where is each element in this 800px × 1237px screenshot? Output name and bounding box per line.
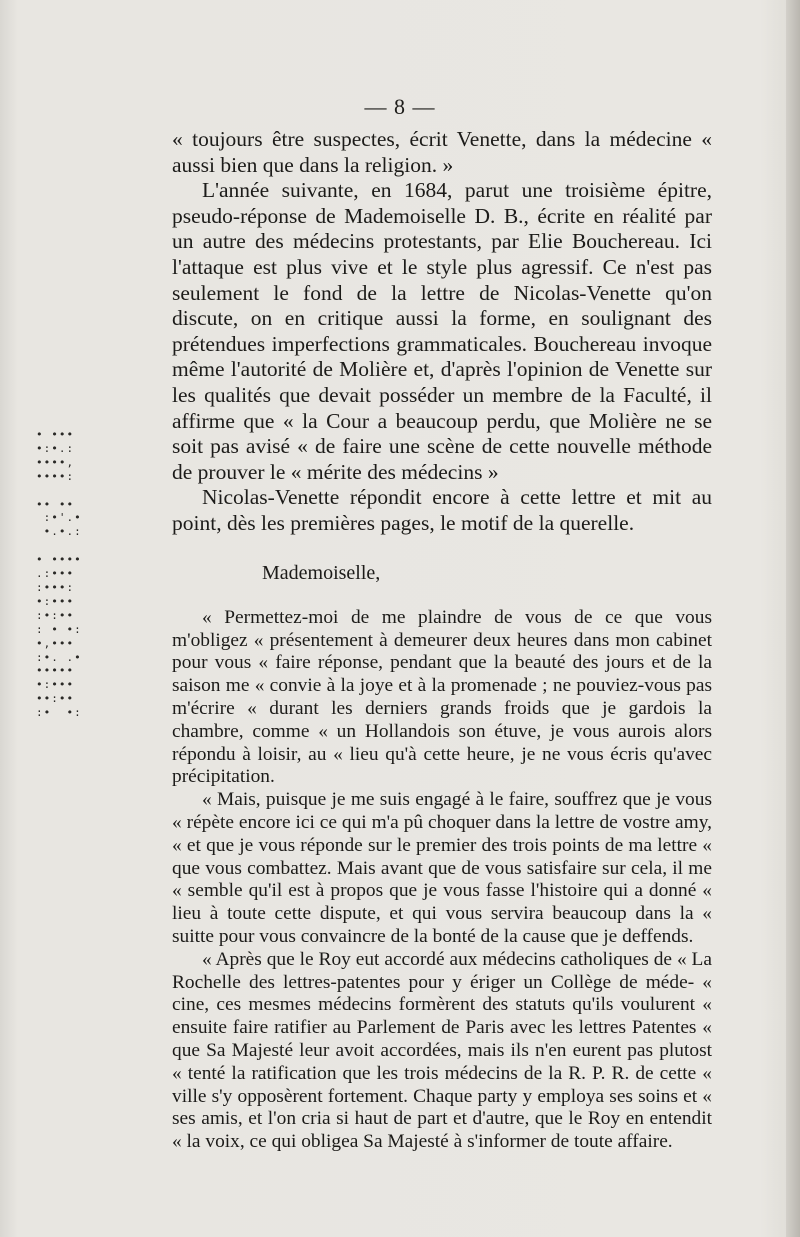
quoted-letter (172, 562, 712, 1154)
paragraph-venette-reply: Nicolas-Venette répondit encore à cette lettre et mit au point, dès les premières pages, le motif de la querelle. (172, 485, 712, 535)
letter-paragraph: « Après que le Roy eut accordé aux médecins catholiques de « La Rochelle des lettres-patentes pour y ériger un Collège de méde- « cine, ces mesmes médecins formèrent des statuts qu'ils voulurent « ensuite faire ratifier au Parlement de Paris avec les lettres Patentes « que Sa Majesté leur avoit accordées, mais ils n'en eurent pas plutost « tenté la ratification que les trois médecins de la R. P. R. de cette « ville s'y opposèrent fortement. Chaque party y employa ses soins et « ses amis, et l'on cria si haut de part et d'autre, que le Roy en entendit « la voix, ce qui obligea Sa Majesté à s'informer de toute affaire. (172, 948, 712, 1153)
body-text (172, 127, 712, 537)
letter-paragraph: « Mais, puisque je me suis engagé à le faire, souffrez que je vous « répète encore ici ce qui m'a pû choquer dans la lettre de vostre amy, « et que je vous réponde sur le premier des trois points de ma lettre « que vous combattez. Mais avant que de vous satisfaire sur cela, il me « semble qu'il est à propos que je vous fasse l'histoire qui a donné « lieu à toute cette dispute, et qui vous servira beaucoup dans la « suitte pour vous convaincre de la bonté de la cause que je deffends. (172, 789, 712, 947)
paragraph-quote-end: « toujours être suspectes, écrit Venette, dans la médecine « aussi bien que dans la religion. » (172, 127, 712, 177)
page-number: — 8 — (364, 94, 436, 119)
letter-paragraph: « Permettez-moi de me plaindre de vous de ce que vous m'obligez « présentement à demeurer deux heures dans mon cabinet pour vous « faire réponse, pendant que la beauté des jours et de la saison me « convie à la joye et à la promenade ; ne pouviez-vous pas m'écrire « durant les derniers grands froids que je gardois la chambre, comme « un Hollandois son étuve, je vous aurois alors répondu à loisir, au « lieu qu'à cette heure, je ne vous écris qu'avec précipitation. (172, 606, 712, 788)
paragraph-bouchereau: L'année suivante, en 1684, parut une troisième épitre, pseudo-réponse de Mademoiselle D. B., écrite en réalité par un autre des médecins protestants, par Elie Bouchereau. Ici l'attaque est plus vive et le style plus agressif. Ce n'est pas seulement le fond de la lettre de Nicolas-Venette qu'on discute, on en critique aussi la forme, en soulignant des prétendues imperfections grammaticales. Bouchereau invoque même l'autorité de Molière et, d'après l'opinion de Venette sur les qualités que devait posséder un membre de la Faculté, il affirme que « la Cour a beaucoup perdu, que Molière ne se soit pas avisé « de faire une scène de cette nouvelle méthode de prouver le « mérite des médecins » (172, 178, 712, 484)
letter-salutation: Mademoiselle, (262, 562, 381, 584)
book-binding-edge (786, 0, 800, 1237)
margin-dot-marks: • ••• •:•.: ••••, ••••: •• •• :•'.• •.•.: • •••• .:••• :•••: •:••• :•:•• : • •: •,••• :•. .• ••••• •:••• ••:•• :• •: (36, 428, 82, 720)
